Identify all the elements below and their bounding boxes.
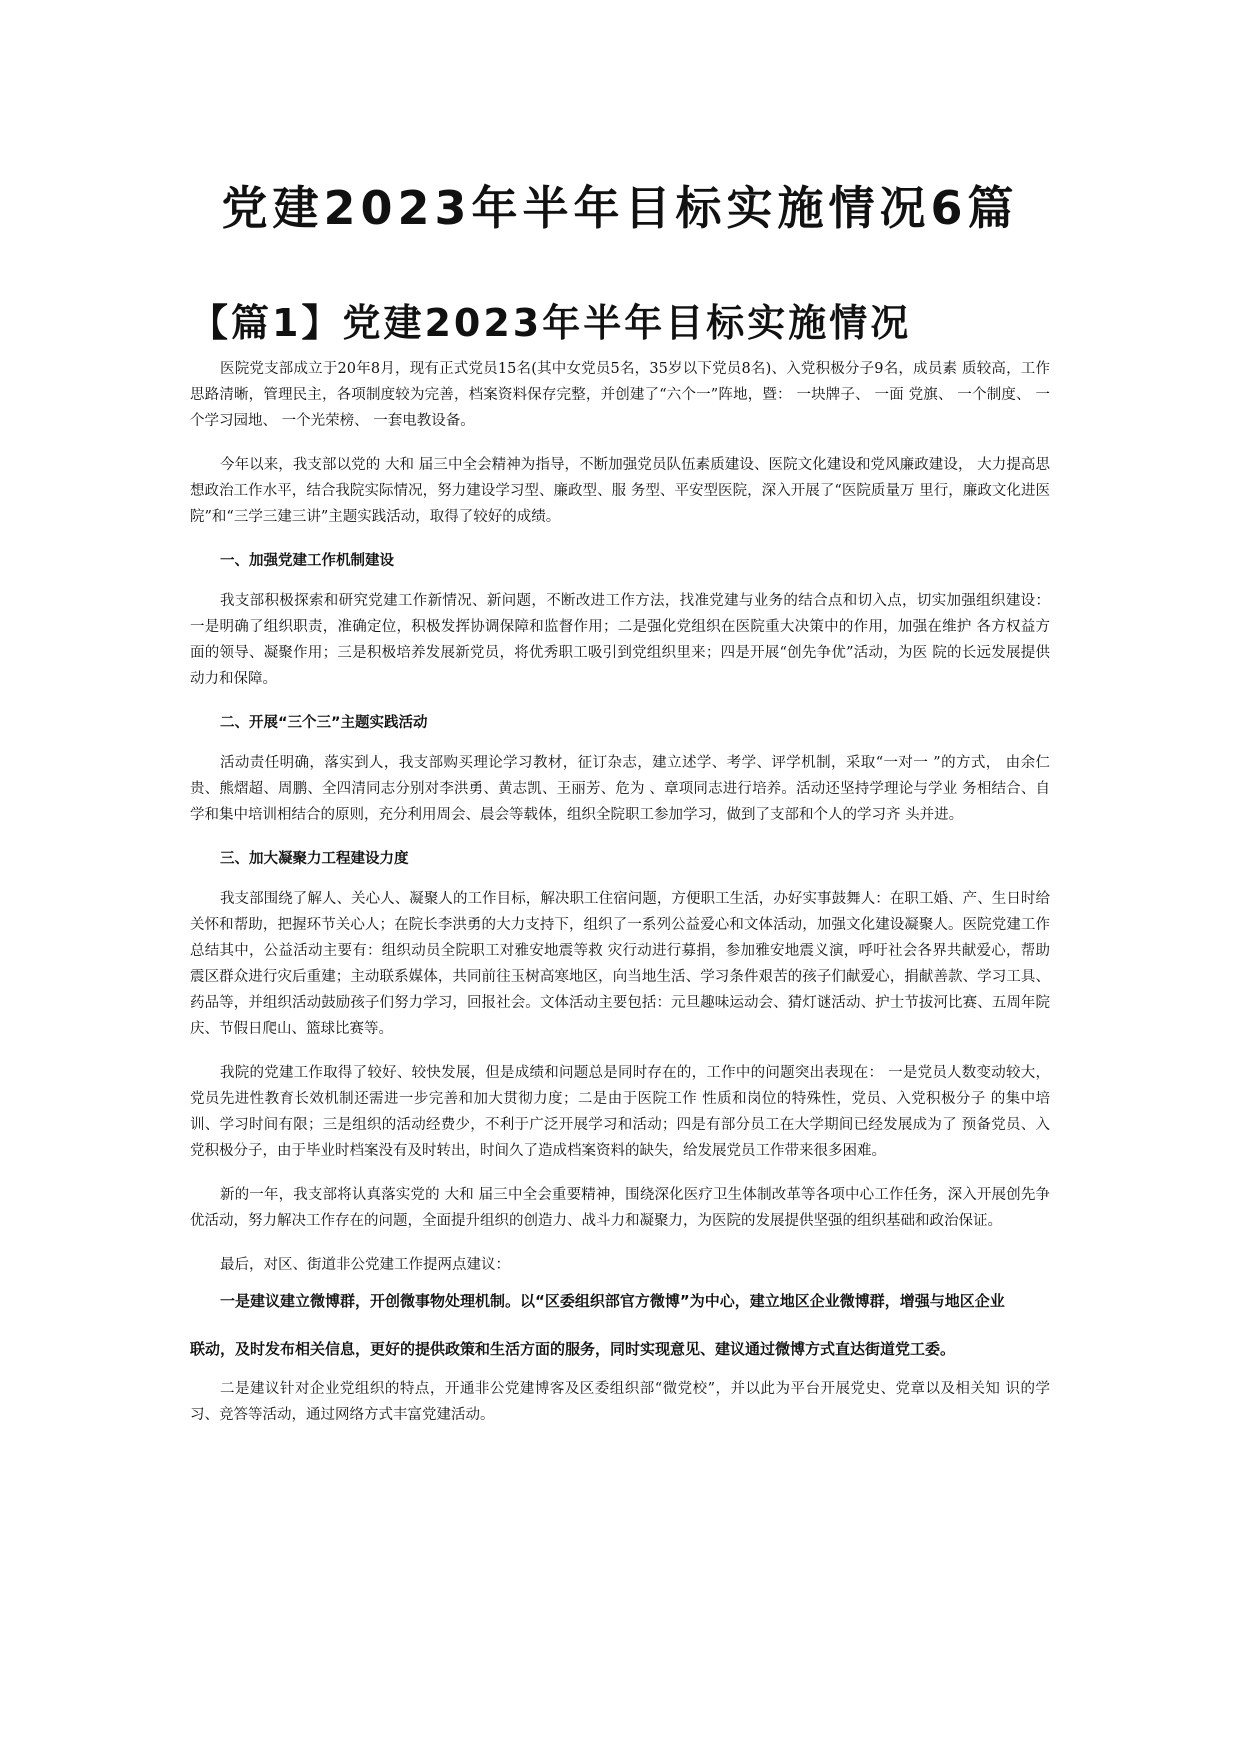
paragraph-intro: 医院党支部成立于20年8月，现有正式党员15名(其中女党员5名，35岁以下党员8名)、入党积极分子9名，成员素 质较高，工作思路清晰，管理民主，各项制度较为完善，档案资料保存完整，并创建了“六个一”阵地，暨： 一块牌子、 一面 党旗、 一个制度、 一个学习园地、 一个光荣榜、 一套电教设备。 [190, 361, 1050, 429]
paragraph-overview: 今年以来，我支部以党的 大和 届三中全会精神为指导，不断加强党员队伍素质建设、医院文化建设和党风廉政建设， 大力提高思想政治工作水平，结合我院实际情况，努力建设学习型、廉政型、服 务型、平安型医院，深入开展了“医院质量万 里行，廉政文化进医院”和“三学三建三讲”主题实践活动，取得了较好的成绩。 [190, 457, 1050, 525]
paragraph-mechanism: 我支部积极探索和研究党建工作新情况、新问题，不断改进工作方法，找准党建与业务的结合点和切入点，切实加强组织建设： 一是明确了组织职责，准确定位，积极发挥协调保障和监督作用；二是强化党组织在医院重大决策中的作用，加强在维护 各方权益方面的领导、凝聚作用；三是积极培养发展新党员，将优秀职工吸引到党组织里来；四是开展“创先争优”活动，为医 院的长远发展提供动力和保障。 [190, 593, 1050, 687]
paragraph-new-year: 新的一年，我支部将认真落实党的 大和 届三中全会重要精神，围绕深化医疗卫生体制改革等各项中心工作任务，深入开展创先争优活动，努力解决工作存在的问题，全面提升组织的创造力、战斗力和凝聚力，为医院的发展提供坚强的组织基础和政治保证。 [190, 1187, 1050, 1229]
paragraph-problems: 我院的党建工作取得了较好、较快发展，但是成绩和问题总是同时存在的，工作中的问题突出表现在： 一是党员人数变动较大，党员先进性教育长效机制还需进一步完善和加大贯彻力度；二是由于医院工作 性质和岗位的特殊性，党员、入党积极分子 的集中培训、学习时间有限；三是组织的活动经费少，不利于广泛开展学习和活动；四是有部分员工在大学期间已经发展成为了 预备党员、入党积极分子，由于毕业时档案没有及时转出，时间久了造成档案资料的缺失，给发展党员工作带来很多困难。 [190, 1065, 1050, 1159]
paragraph-suggestion-2: 二是建议针对企业党组织的特点，开通非公党建博客及区委组织部“微党校”，并以此为平台开展党史、党章以及相关知 识的学习、竞答等活动，通过网络方式丰富党建活动。 [190, 1381, 1050, 1423]
document-body [190, 356, 1050, 1446]
paragraph-suggestions-intro: 最后，对区、街道非公党建工作提两点建议： [220, 1257, 510, 1273]
heading-2: 二、开展“三个三”主题实践活动 [220, 715, 428, 731]
heading-3: 三、加大凝聚力工程建设力度 [220, 851, 409, 867]
section-title: 【篇1】党建2023年半年目标实施情况 [190, 301, 912, 345]
paragraph-suggestion-1: 一是建议建立微博群，开创微事物处理机制。以“区委组织部官方微博”为中心，建立地区企业微博群，增强与地区企业 [220, 1292, 1005, 1310]
paragraph-activities: 活动责任明确，落实到人，我支部购买理论学习教材，征订杂志，建立述学、考学、评学机制，采取“一对一 ”的方式， 由余仁贵、熊熠超、周鹏、全四清同志分别对李洪勇、黄志凯、王丽芳、危为 、章项同志进行培养。活动还坚持学理论与学业 务相结合、自学和集中培训相结合的原则，充分利用周会、晨会等载体，组织全院职工参加学习，做到了支部和个人的学习齐 头并进。 [190, 755, 1050, 823]
heading-1: 一、加强党建工作机制建设 [220, 553, 394, 569]
document-title: 党建2023年半年目标实施情况6篇 [221, 181, 1019, 235]
paragraph-cohesion: 我支部围绕了解人、关心人、凝聚人的工作目标，解决职工住宿问题，方便职工生活，办好实事鼓舞人：在职工婚、产、生日时给关怀和帮助，把握环节关心人；在院长李洪勇的大力支持下，组织了一系列公益爱心和文体活动，加强文化建设凝聚人。医院党建工作总结其中，公益活动主要有：组织动员全院职工对雅安地震等救 灾行动进行募捐，参加雅安地震义演，呼吁社会各界共献爱心，帮助震区群众进行灾后重建；主动联系媒体，共同前往玉树高寒地区，向当地生活、学习条件艰苦的孩子们献爱心，捐献善款、学习工具、药品等，并组织活动鼓励孩子们努力学习，回报社会。文体活动主要包括：元旦趣味运动会、猜灯谜活动、护士节拔河比赛、五周年院庆、节假日爬山、篮球比赛等。 [190, 891, 1050, 1037]
paragraph-suggestion-1-cont: 联动，及时发布相关信息，更好的提供政策和生活方面的服务，同时实现意见、建议通过微博方式直达街道党工委。 [190, 1340, 956, 1358]
